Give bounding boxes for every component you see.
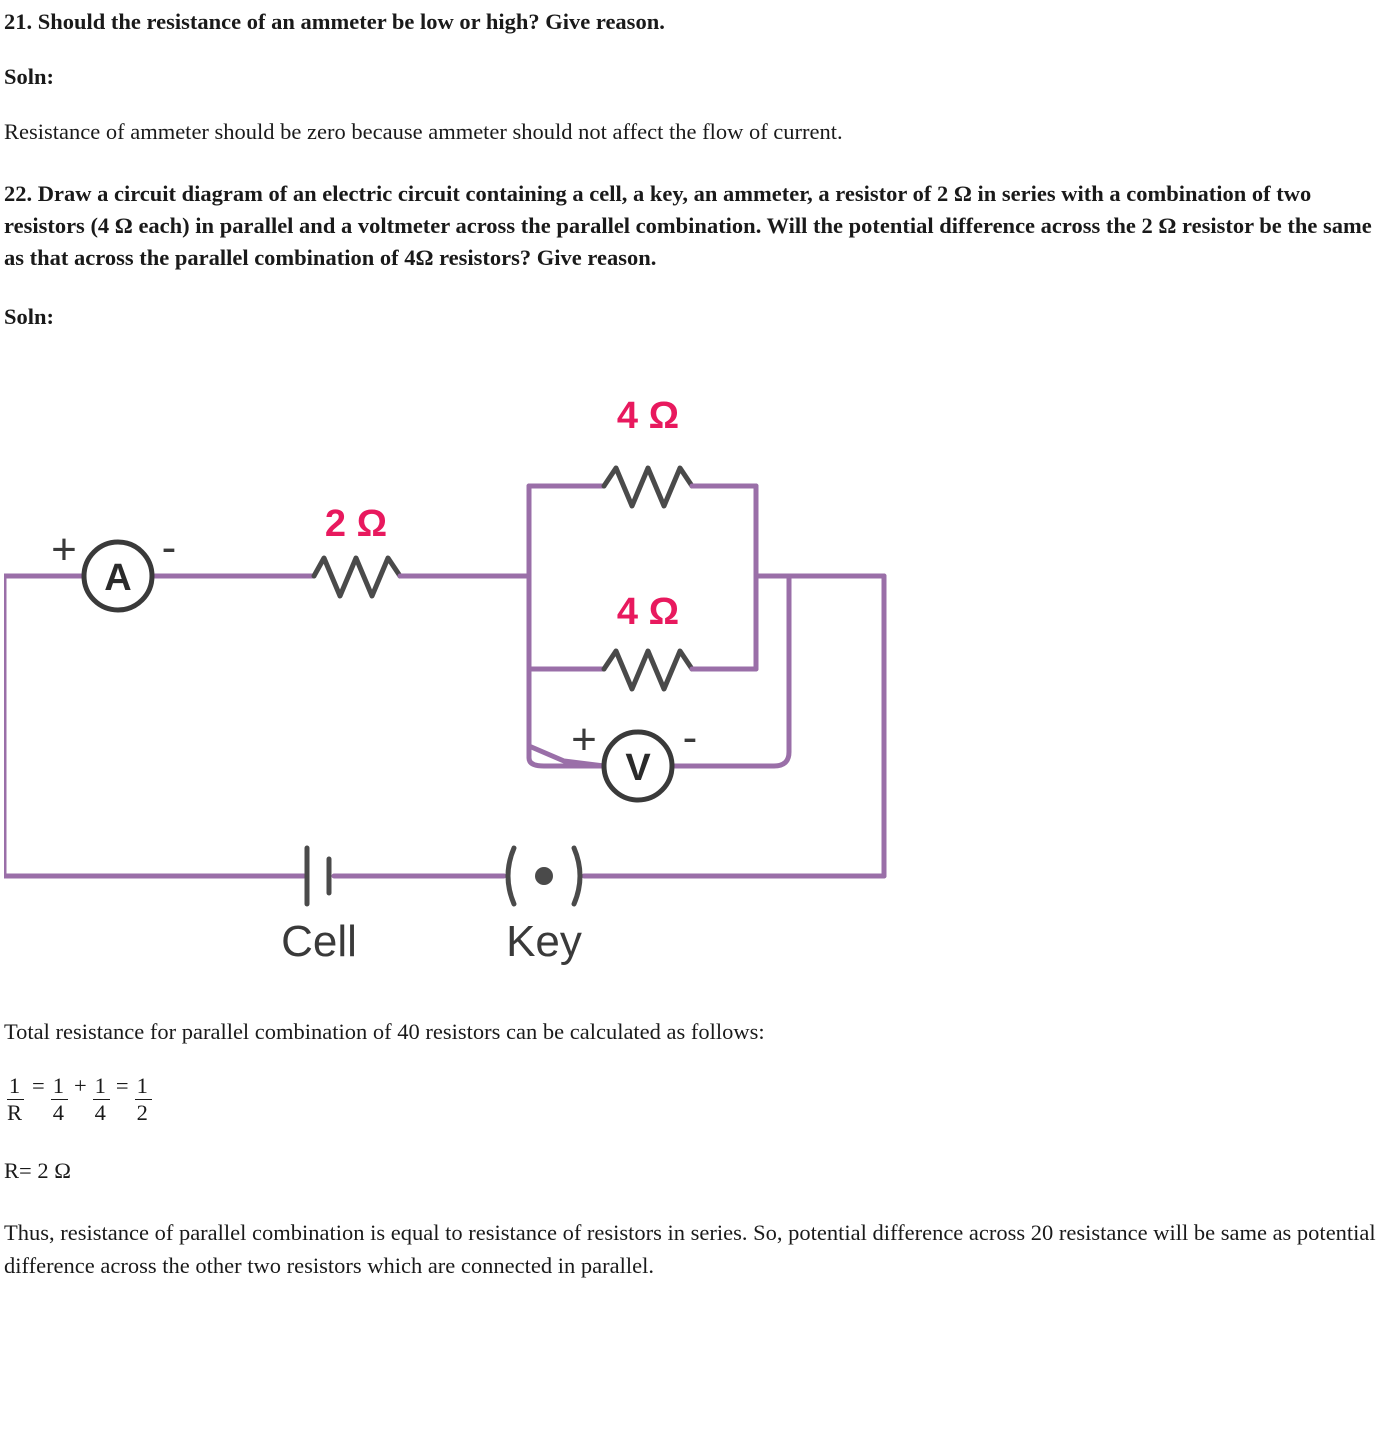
question-21-answer: Resistance of ammeter should be zero because ammeter should not affect the flow of current. [4,118,843,144]
resistor-4ohm-bottom-label: 4 Ω [616,590,680,633]
voltmeter-symbol [604,732,672,800]
fraction-1-over-4-b [93,1074,110,1126]
resistor-4ohm-top-symbol [604,468,692,506]
equals-sign-2: = [115,1072,129,1098]
voltmeter-plus-label: + [571,714,597,764]
ammeter-plus-label: + [51,524,77,574]
circuit-diagram-figure [4,386,1381,986]
ammeter-minus-label: - [161,522,177,572]
spacer [4,148,1381,178]
fraction-denominator: 4 [52,1099,64,1125]
resistor-4ohm-bottom-symbol [604,651,692,689]
fraction-numerator: 1 [51,1074,68,1100]
resistor-2ohm-symbol [314,558,400,596]
fraction-1-over-R [5,1074,26,1126]
voltmeter-letter: V [625,746,651,789]
resistance-result: R= 2 Ω [4,1158,71,1184]
spacer [4,274,1381,304]
circuit-diagram-svg [4,386,1164,986]
spacer [4,38,1381,64]
ammeter-symbol [84,542,152,610]
question-22-heading: 22. Draw a circuit diagram of an electric circuit containing a cell, a key, an ammeter, a resistor of 2 Ω in series with a combination of two resistors (4 Ω each) in parallel and a voltmeter across the parallel combination. Will the potential difference across the 2 Ω resistor be the same as that across the parallel combination of 4Ω resistors? Give reason. [4,180,1372,270]
spacer [4,1187,1381,1217]
fraction-1-over-2 [135,1074,152,1126]
voltmeter-minus-label: - [682,712,698,762]
spacer [4,1125,1381,1155]
ammeter-letter: A [104,556,132,599]
fraction-denominator: 2 [136,1099,148,1125]
question-21-heading: 21. Should the resistance of an ammeter be low or high? Give reason. [4,9,665,34]
question-22-soln-label: Soln: [4,303,55,329]
key-symbol [508,848,580,904]
spacer [4,90,1381,116]
resistor-4ohm-top-label: 4 Ω [616,394,680,437]
cell-label: Cell [281,916,357,966]
plus-sign: + [73,1072,87,1098]
fraction-denominator: 4 [94,1099,106,1125]
spacer [4,1048,1381,1074]
fraction-numerator: 1 [7,1074,24,1100]
total-resistance-text: Total resistance for parallel combination of 40 resistors can be calculated as follows: [4,1018,765,1044]
key-label: Key [506,916,582,966]
fraction-1-over-4-a [51,1074,68,1126]
resistance-equation [4,1074,1381,1126]
resistor-2ohm-label: 2 Ω [324,502,388,545]
question-21-soln-label: Soln: [4,63,55,89]
fraction-numerator: 1 [135,1074,152,1100]
fraction-denominator: R [7,1099,23,1125]
conclusion-text: Thus, resistance of parallel combination is equal to resistance of resistors in series. So, potential difference across 20 resistance will be same as potential difference across the other two resistors which are connected in parallel. [4,1220,1376,1278]
fraction-numerator: 1 [93,1074,110,1100]
cell-symbol [307,848,329,904]
equals-sign-1: = [32,1072,45,1098]
